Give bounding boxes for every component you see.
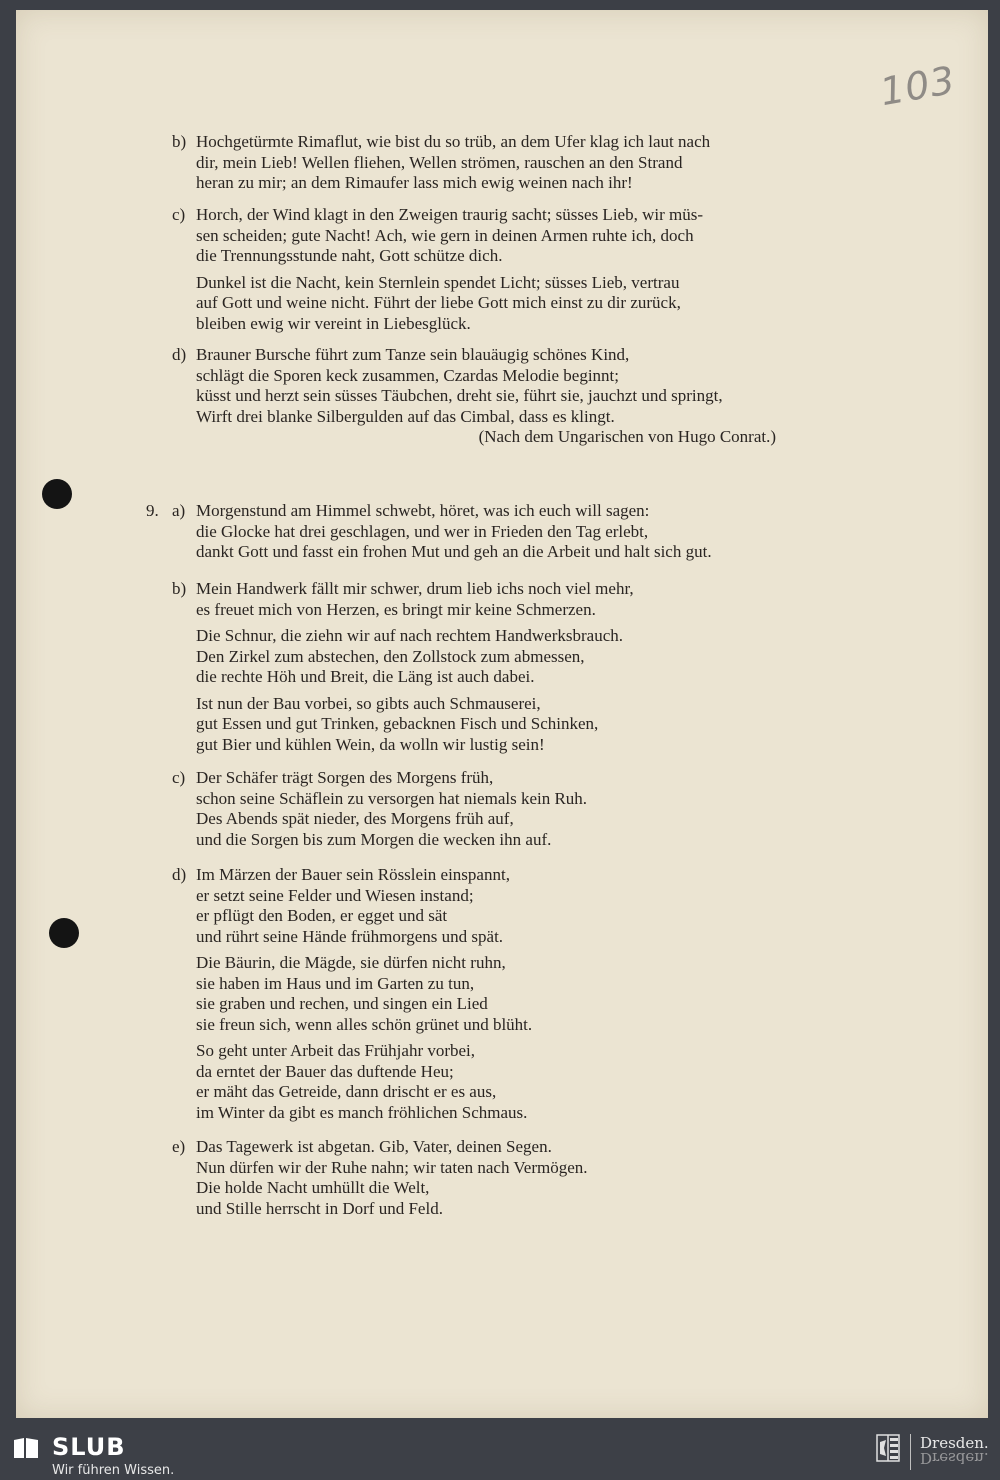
- verse-line: Mein Handwerk fällt mir schwer, drum lieb ichs noch viel mehr,: [196, 579, 634, 598]
- item-label: d): [172, 865, 187, 884]
- verse-line: Den Zirkel zum abstechen, den Zollstock zum abmessen,: [196, 646, 585, 666]
- verse-line: die rechte Höh und Breit, die Läng ist auch dabei.: [196, 667, 535, 686]
- verse-line: bleiben ewig wir vereint in Liebesglück.: [196, 313, 471, 333]
- item-label: e): [172, 1137, 186, 1156]
- item-label: a): [172, 501, 186, 520]
- verse-line: gut Bier und kühlen Wein, da wolln wir lustig sein!: [196, 734, 545, 754]
- verse-block: [196, 132, 808, 194]
- verse-line: Morgenstund am Himmel schwebt, höret, was ich euch will sagen:: [196, 501, 650, 520]
- section-number: 9.: [146, 501, 159, 520]
- verse-line: er setzt seine Felder und Wiesen instand;: [196, 885, 474, 905]
- verse-line: schon seine Schäflein zu versorgen hat niemals kein Ruh.: [196, 788, 588, 808]
- verse-line: Brauner Bursche führt zum Tanze sein blauäugig schönes Kind,: [196, 345, 630, 364]
- verse-line: So geht unter Arbeit das Frühjahr vorbei,: [196, 1041, 476, 1060]
- item-label: b): [172, 579, 187, 598]
- verse-block: [196, 205, 808, 334]
- dresden-coat-of-arms-icon: [876, 1434, 900, 1462]
- verse-line: und die Sorgen bis zum Morgen die wecken ihn auf.: [196, 829, 552, 849]
- verse-line: Nun dürfen wir der Ruhe nahn; wir taten nach Vermögen.: [196, 1157, 588, 1177]
- verse-line: die Trennungsstunde naht, Gott schütze dich.: [196, 246, 503, 265]
- verse-line: die Glocke hat drei geschlagen, und wer in Frieden den Tag erlebt,: [196, 521, 649, 541]
- verse-line: sie graben und rechen, und singen ein Lied: [196, 994, 488, 1013]
- verse-block: [196, 1137, 808, 1219]
- verse-block: [196, 345, 808, 448]
- item-label: b): [172, 132, 187, 151]
- verse-line: Wirft drei blanke Silbergulden auf das Cimbal, dass es klingt.: [196, 406, 615, 426]
- verse-line: küsst und herzt sein süsses Täubchen, dreht sie, führt sie, jauchzt und springt,: [196, 386, 723, 405]
- verse-line: Der Schäfer trägt Sorgen des Morgens früh,: [196, 768, 494, 787]
- verse-line: da erntet der Bauer das duftende Heu;: [196, 1061, 454, 1081]
- verse-line: Die holde Nacht umhüllt die Welt,: [196, 1178, 430, 1197]
- verse-line: sen scheiden; gute Nacht! Ach, wie gern in deinen Armen ruhte ich, doch: [196, 225, 694, 245]
- verse-line: Das Tagewerk ist abgetan. Gib, Vater, deinen Segen.: [196, 1137, 552, 1156]
- attribution: (Nach dem Ungarischen von Hugo Conrat.): [478, 427, 776, 446]
- verse-line: schlägt die Sporen keck zusammen, Czardas Melodie beginnt;: [196, 365, 619, 385]
- verse-line: und rührt seine Hände frühmorgens und spät.: [196, 926, 504, 946]
- handwritten-page-number: 103: [876, 57, 959, 115]
- verse-line: Die Bäurin, die Mägde, sie dürfen nicht ruhn,: [196, 953, 506, 972]
- verse-line: sie haben im Haus und im Garten zu tun,: [196, 973, 475, 993]
- verse-line: Hochgetürmte Rimaflut, wie bist du so trüb, an dem Ufer klag ich laut nach: [196, 132, 711, 151]
- slub-logo-text[interactable]: SLUB: [52, 1433, 126, 1461]
- punch-hole: [42, 479, 72, 509]
- dresden-logo-text[interactable]: Dresden.: [920, 1434, 989, 1452]
- slub-tagline: Wir führen Wissen.: [52, 1463, 175, 1478]
- item-label: d): [172, 345, 187, 364]
- verse-block: [196, 865, 808, 1123]
- verse-line: Ist nun der Bau vorbei, so gibts auch Schmauserei,: [196, 693, 541, 713]
- verse-line: gut Essen und gut Trinken, gebacknen Fisch und Schinken,: [196, 714, 599, 733]
- verse-line: Die Schnur, die ziehn wir auf nach rechtem Handwerksbrauch.: [196, 626, 623, 645]
- punch-hole: [49, 918, 79, 948]
- verse-line: heran zu mir; an dem Rimaufer lass mich ewig weinen nach ihr!: [196, 173, 633, 192]
- verse-line: dir, mein Lieb! Wellen fliehen, Wellen strömen, rauschen an den Strand: [196, 152, 683, 172]
- item-label: c): [172, 768, 186, 787]
- verse-block: [196, 768, 808, 850]
- verse-line: und Stille herrscht in Dorf und Feld.: [196, 1198, 443, 1218]
- verse-block: [196, 501, 808, 563]
- verse-line: er pflügt den Boden, er egget und sät: [196, 906, 448, 925]
- verse-line: es freuet mich von Herzen, es bringt mir keine Schmerzen.: [196, 599, 596, 619]
- verse-line: Dunkel ist die Nacht, kein Sternlein spendet Licht; süsses Lieb, vertrau: [196, 272, 680, 292]
- footer-divider: [910, 1434, 911, 1470]
- verse-line: Horch, der Wind klagt in den Zweigen traurig sacht; süsses Lieb, wir müs-: [196, 205, 703, 224]
- verse-block: [196, 579, 808, 755]
- book-icon: [12, 1436, 40, 1460]
- verse-line: sie freun sich, wenn alles schön grünet und blüht.: [196, 1014, 533, 1034]
- verse-line: Im Märzen der Bauer sein Rösslein einspannt,: [196, 865, 510, 884]
- verse-line: im Winter da gibt es manch fröhlichen Schmaus.: [196, 1102, 528, 1122]
- item-label: c): [172, 205, 186, 224]
- verse-line: Des Abends spät nieder, des Morgens früh auf,: [196, 809, 514, 828]
- verse-line: auf Gott und weine nicht. Führt der liebe Gott mich einst zu dir zurück,: [196, 293, 681, 312]
- verse-line: dankt Gott und fasst ein frohen Mut und geh an die Arbeit und halt sich gut.: [196, 542, 712, 561]
- dresden-logo-mirror: Dresden.: [920, 1449, 989, 1467]
- verse-line: er mäht das Getreide, dann drischt er es aus,: [196, 1082, 497, 1101]
